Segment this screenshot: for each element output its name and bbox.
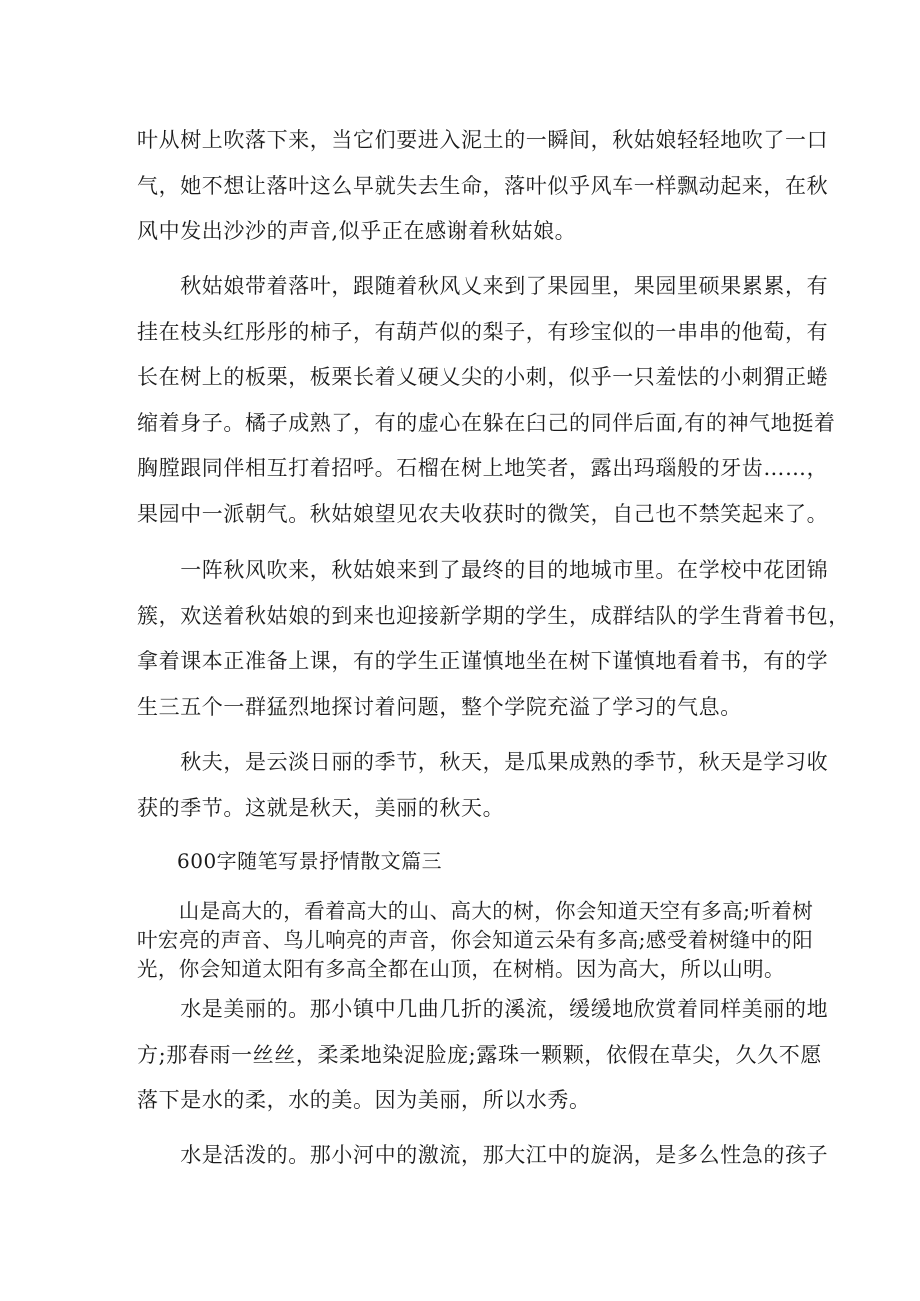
- text-line: 一阵秋风吹来，秋姑娘来到了最终的目的地城市里。在学校中花团锦: [137, 558, 829, 582]
- paragraph-water-beauty: [137, 987, 829, 1124]
- paragraph-3: [137, 548, 850, 730]
- section-intro-paragraph: [137, 897, 814, 984]
- paragraph-2: [137, 264, 836, 537]
- paragraph-1: [137, 118, 829, 255]
- text-line: 获的季节。这就是秋天，美丽的秋天。: [137, 795, 505, 820]
- text-line: 拿着课本正准备上课，有的学生正谨慎地坐在树下谨慎地看着书，有的学: [137, 649, 829, 673]
- text-line: 秋夫，是云淡日丽的季节，秋天，是瓜果成熟的季节，秋天是学习收: [137, 750, 829, 774]
- text-line: 水是活泼的。那小河中的激流，那大江中的旋涡，是多么性急的孩子: [137, 1143, 829, 1167]
- text-line: 秋姑娘带着落叶，跟随着秋风乂来到了果园里，果园里硕果累累，有: [137, 274, 829, 298]
- text-line: 果园中一派朝气。秋姑娘望见农夫收获时的微笑，自己也不禁笑起来了。: [137, 501, 829, 526]
- text-line: 叶从树上吹落下来，当它们要进入泥土的一瞬间，秋姑娘轻轻地吹了一口: [137, 128, 829, 152]
- text-line: 簇，欢送着秋姑娘的到来也迎接新学期的学生，成群结队的学生背着书包，: [137, 603, 850, 628]
- paragraph-water-lively: [137, 1133, 829, 1179]
- text-line: 胸膛跟同伴相互打着招呼。石榴在树上地笑者，露出玛瑙般的牙齿……，: [137, 456, 829, 480]
- text-line: 长在树上的板栗，板栗长着乂硬乂尖的小刺，似乎一只羞怯的小刺猬正蜷: [137, 365, 829, 389]
- text-line: 落下是水的柔，水的美。因为美丽，所以水秀。: [137, 1088, 591, 1112]
- text-line: 叶宏亮的声音、鸟儿响亮的声音，你会知道云朵有多高;感受着树缝中的阳: [137, 928, 814, 952]
- text-line: 气，她不想让落叶这么早就失去生命，落叶似乎风车一样飘动起来，在秋: [137, 173, 829, 198]
- text-line: 方;那春雨一丝丝，柔柔地染浞脸庞;露珠一颗颗，依假在草尖，久久不愿: [137, 1042, 822, 1067]
- text-line: 光，你会知道太阳有多高全都在山顶，在树梢。因为高大，所以山明。: [137, 957, 785, 981]
- text-line: 生三五个一群猛烈地探讨着问题，整个学院充溢了学习的气息。: [137, 694, 742, 719]
- text-line: 山是高大的，看着高大的山、高大的树，你会知道天空有多高;听着树: [137, 899, 814, 923]
- text-line: 风中发出沙沙的声音,似乎正在感谢着秋姑娘。: [137, 219, 577, 243]
- section-heading: 600字随笔写景抒情散文篇三: [177, 849, 443, 873]
- text-line: 挂在枝头红彤彤的柿子，有葫芦似的梨子，有珍宝似的一串串的他萄，有: [137, 319, 829, 344]
- text-line: 水是美丽的。那小镇中几曲几折的溪流，缓缓地欣赏着同样美丽的地: [137, 997, 829, 1021]
- text-line: 缩着身子。橘子成熟了，有的虚心在躲在臼己的同伴后面,有的神气地挺着: [137, 410, 836, 435]
- paragraph-4: [137, 740, 829, 831]
